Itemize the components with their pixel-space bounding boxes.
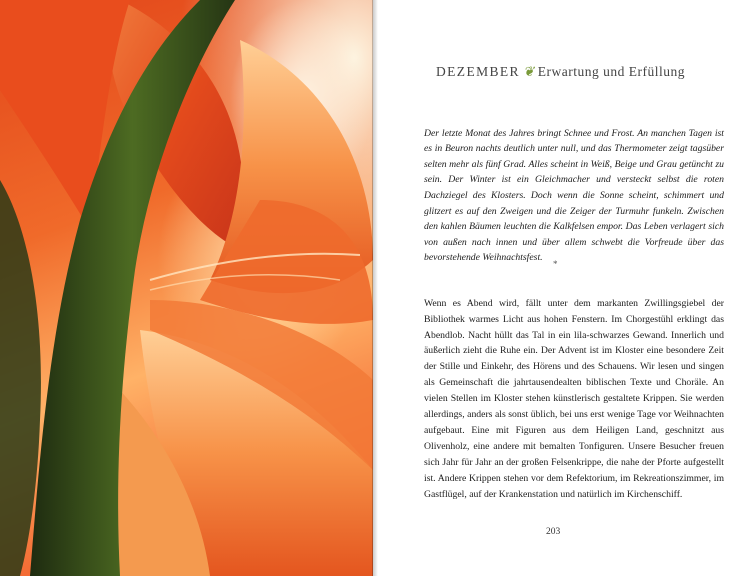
amaryllis-photo bbox=[0, 0, 373, 576]
body-paragraph: Wenn es Abend wird, fällt unter dem markanten Zwillingsgiebel der Bibliothek warmes Licht aus hohen Fenstern. Im Chorgestühl erklingt das Abendlob. Nacht hüllt das Tal in ein lila-schwarzes Gewand. Innerlich und äußerlich zieht die Ruhe ein. Der Advent ist im Kloster eine besondere Zeit der Stille und Einkehr, des Hörens und des Schauens. Wir lesen und singen als Gemeinschaft die jahrtausendealten biblischen Texte und Choräle. An vielen Stellen im Kloster stehen künstlerisch gestaltete Krippen. Sie werden allerdings, anders als sonst üblich, bei uns erst wenige Tage vor Weihnachten aufgebaut. Eine mit Figuren aus dem Heiligen Land, geschnitzt aus Olivenholz, eine andere mit bemalten Tonfiguren. Unsere Besucher freuen sich Jahr für Jahr an der großen Felsenkrippe, die nahe der Pforte aufgestellt ist. Andere Krippen stehen vor dem Refektorium, im Rekreationszimmer, im Gastflügel, auf der Krankenstation und natürlich im Kirchenschiff. bbox=[424, 297, 724, 500]
chapter-heading bbox=[436, 64, 726, 80]
intro-paragraph: Der letzte Monat des Jahres bringt Schnee und Frost. An manchen Tagen ist es in Beuron nachts deutlich unter null, und das Thermometer zeigt tagsüber selten mehr als fünf Grad. Alles scheint in Weiß, Beige und Grau getüncht zu sein. Der Winter ist ein Gleichmacher und versteckt selbst die roten Dachziegel des Klosters. Doch wenn die Sonne scheint, schimmert und glitzert es auf den Zweigen und die Zeiger der Turmuhr funkeln. Zwischen den kahlen Bäumen leuchten die Kalkfelsen empor. Das Leben verlagert sich von außen nach innen und über allem schwebt die Vorfreude über das bevorstehende Weihnachtsfest. bbox=[424, 127, 724, 264]
fleuron-icon: ❦ bbox=[522, 64, 535, 79]
chapter-title: Erwartung und Erfüllung bbox=[537, 64, 685, 79]
text-page bbox=[378, 0, 750, 576]
page-number: 203 bbox=[546, 527, 561, 537]
section-separator: * bbox=[553, 259, 558, 269]
chapter-month: DEZEMBER bbox=[436, 64, 520, 79]
amaryllis-flower-illustration bbox=[0, 0, 373, 576]
